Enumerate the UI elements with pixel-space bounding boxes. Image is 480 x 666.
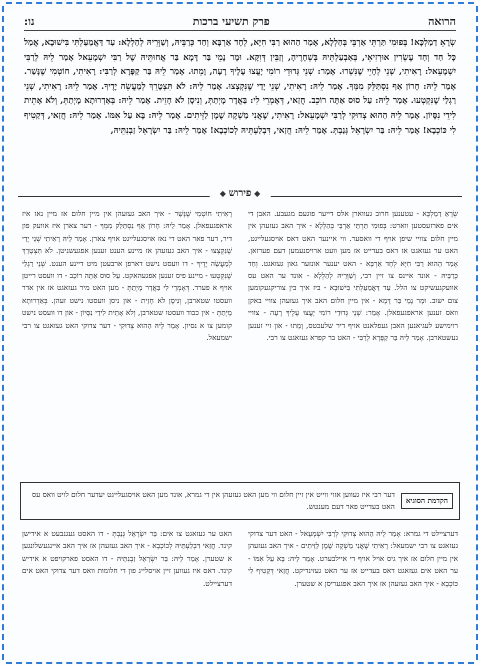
header-folio: נו: [24,15,35,28]
ornament-icon: ◆ [219,188,229,198]
commentary-heading-text: פירוש [228,188,252,199]
commentary-divider [18,188,462,204]
frame-border-bottom [6,662,474,664]
header-title: פרק תשיעי ברכות [192,15,270,28]
commentary-heading [210,188,271,199]
intro-box-title: הקדמת הסוגיא [401,493,453,509]
commentary-column-right: שְׂרָאֵ דַמַלְכָּא - עטענען חרוב געווארן אלס דייער פוגעם מגעבע. האבן די אים פארזעסטען ווארט: בְּפוּמִי תַּרְתֵּי אַרְבֵּי בְּהַלְלָא - איך האב געזעהן אין מיין חלום צוויי שיפן אויף די וואסער. ווי איינער האט דאס אויסגעלייגט, האט ער געזאגט אז דאס בעדייט אז מען וועט ארויסנעמען דעם פערזאן. אָמַר הַהוּא רַבִּי חִיָּא לְחָד אַרְבָּא - האט יענער אונזער גאון געזאגט. וְחַד כְּרַבֵּיהּ - אונד איינס צו זיין רבי, וְשַׁוְּרֵיהּ לְהַלְלָא - אונד ער האט עס אוועקגעשיקט צו הלל. עַד דַּאֲמַעַּלְתִּי בִּישׁוּבָא - ביז איך בין צוריקגעקומען צום ישוב. וּמָר נָמֵי בַּר דָּמָא - אין מיין חלום האב איך געזעהן צוויי באקן וואס זענען אראפגעפאלן. אָמַר: שְׁנֵי גְּדוּדֵי רוֹמִי יָעֲצוּ עָלֶיךָ רָעָה - צוויי רוימישע לעגיאנען האבן געפלאנט אויף דיר שלעכטס, וָמֵתוּ - און זיי זענען געשטארבן. אָמַר לֵיהּ בַּר קַפָּרָא לְרַבִּי - האט בר קפרא געזאגט צו רבי. [248,209,458,343]
gemara-text: שְׂרָאֵ דַמַלְכָּא! בְּפוּמִי תַּרְתֵּי אַרְבֵּי בְּהַלְלָא, אָמַר הַהוּא רַבִּי חִיָּא, לְחָד אַרְבָּא וְחַד כְּרַבֵּיהּ, וְשַׁוְּרֵיהּ לְהַלְלָא: עַד דַּאֲמַעַּלְתִּי בִּישׁוּבָא, אֲמַל כָּל חַד וְחַד עֶשְׂרִין אוּרְזִיאֵי, בְּאַבְעַלְתֵּיהּ בְּשְׁחָרֶיהָ, וְזַבֵּין דְּוִקָּא. וּמָר נָמֵי בַּר דָּמָא בַּר אֲחוּתֵּיהּ שֶׁל רַבִּי יִשְׁמָעֵאל אָמַר לֵיהּ לְרַבִּי יִשְׁמָעֵאל: רָאִיתִי, שְׁנֵי לְחָיֵי שֶׁנִּשְׁרוּ. אָמַר: שְׁנֵי גְּדוּדֵי רוֹמִי יָעֲצוּ עָלֶיךָ רָעָה, וָמֵתוּ. אָמַר לֵיהּ בַּר קַפָּרָא לְרַבִּי: רָאִיתִי, חוֹטְמִי שֶׁנָּשַׁר. אָמַר לֵיהּ: חָרוֹן אַף נִסְתַּלֵּק מִמְּךָ. אָמַר לֵיהּ: רָאִיתִי, שְׁנֵי יָדַי שֶׁנִּקְצְצוּ. אָמַר לֵיהּ: לֹא תִּצְטָרֵךְ לְמַעֲשֵׂה יָדֶיךָ. אָמַר לֵיהּ: רָאִיתִי, שְׁנֵי רַגְלַי שֶׁנִּקְטְעוּ. אָמַר לֵיהּ: עַל סוּס אַתָּה רוֹכֵב. חֲזַאי, דְּאָמְרֵי לִי: בַּאֲדָר מָיְתַתְּ, וְנִיסָן לֹא חָזֵית. אָמַר לֵיהּ: בְּאַדְרוּתָא מָיְתַתְּ, וְלֹא אָתֵית לִידֵי נִסָּיוֹן. אָמַר לֵיהּ הַהוּא צְדוּקִי לְרַבִּי יִשְׁמָעֵאל: רָאִיתִי, שֶׁאֲנִי מַשְׁקֶה שֶׁמֶן לַזֵּיתִים. אָמַר לֵיהּ: בָּא עַל אִמּוֹ. אָמַר לֵיהּ: חֲזַאי, דְּקַטִיף לִי כּוֹכְבָא! אָמַר לֵיהּ: בַּר יִשְׂרָאֵל גְּנַבְתְּ. אָמַר לֵיהּ: חֲזַאי, דִּבְלַעְתֵּיהּ לְכוֹכְבָא! אָמַר לֵיהּ: בַּר יִשְׂרָאֵל זַבְנִתֵּיהּ, [24,38,456,136]
header-chapter: הרואה [428,15,456,28]
bottom-column-right: דערציילט די גמרא: אָמַר לֵיהּ הַהוּא צְדוּקִי לְרַבִּי יִשְׁמָעֵאל - האט דער צדוקי געזאגט צו רבי ישמעאל: רָאִיתִי שֶׁאֲנִי מַשְׁקֶה שֶׁמֶן לַזֵּיתִים - איך האב געזעהן אין מיין חלום אז איך גיס אויל אויף די איילבערט. אָמַר לֵיהּ: בָּא עַל אִמּוֹ - ער האט אים געזאגט דאס בעדייט אז ער האט געזינדיקט. חֲזַאי דְּקַטִיף לִי כּוֹכְבָא - איך האב געזעהן אז איך האב אפגעריסן א שטערן. [248,529,458,588]
intro-box [20,482,460,520]
frame-border-top [6,2,474,4]
bottom-columns [22,528,458,654]
commentary-column-left: רָאִיתִי חוֹטְמִי שֶׁנָּשַׁר - איך האב געזעהן אין מיין חלום אז מיין נאז איז אראפגעפאלן. אָמַר לֵיהּ: חָרוֹן אַף נִסְתַּלֵּק מִמְּךָ - דער צארן איז אוועק פון דיר, דער פאר האט די נאז אויסגעלייגט אויף צארן. אָמַר לֵיהּ רָאִיתִי שְׁנֵי יָדַי שֶׁנִּקְצְצוּ - איך האב געזעהן אז מיינע הענט זענען אפגעשניטן. לֹא תִּצְטָרֵךְ לְמַעֲשֵׂה יָדֶיךָ - דו וועסט נישט דארפן ארבעטן מיט דיינע הענט. שְׁנֵי רַגְלַי שֶׁנִּקְטְעוּ - מיינע פיס זענען אפגעהאקט. עַל סוּס אַתָּה רוֹכֵב - דו וועסט רייטן אויף א פערד. דְּאָמְרֵי לִי בַּאֲדָר מָיְתַתְּ - מען האט מיר געזאגט אז אין אדר וועסטו שטארבן, וְנִיסָן לֹא חָזֵית - און ניסן וועסטו נישט זעהן. בְּאַדְרוּתָא מָיְתַתְּ - אין כבוד וועסטו שטארבן, וְלֹא אָתֵית לִידֵי נִסָּיוֹן - און דו וועסט נישט קומען צו א נסיון. אָמַר לֵיהּ הַהוּא צְדוּקִי - דער צדוקי האט געזאגט צו רבי ישמעאל. [22,209,232,343]
frame-border-right [476,6,478,660]
bottom-column-left: האט ער געזאגט צו אים: בַּר יִשְׂרָאֵל גְּנַבְתְּ - דו האסט געגנבעט א אידישן קינד. חֲזַאי דִּבְלַעְתֵּיהּ לְכוֹכְבָא - איך האב געזעהן אז איך האב איינגעשלונגען א שטערן. אָמַר לֵיהּ: בַּר יִשְׂרָאֵל זַבְנִתֵּיהּ - דו האסט פארקויפט א אידיש קינד. דאס איז געווען זיין אויסלייג פון די חלומות וואס דער צדוקי האט אים דערציילט. [22,529,232,588]
intro-box-text: דער רבי איז געווען אזוי ווייט אין זיין חלום ווי מען האט געזעהן אין די גמרא, אונד מען האט אויסגעלייגט יעדער חלום לויט וואס עס האט בעדייט פאר דעם מענטש. [31,490,395,511]
ornament-icon: ◆ [251,188,261,198]
page-header [24,10,456,31]
commentary-columns [22,208,458,476]
frame-border-left [2,6,4,660]
